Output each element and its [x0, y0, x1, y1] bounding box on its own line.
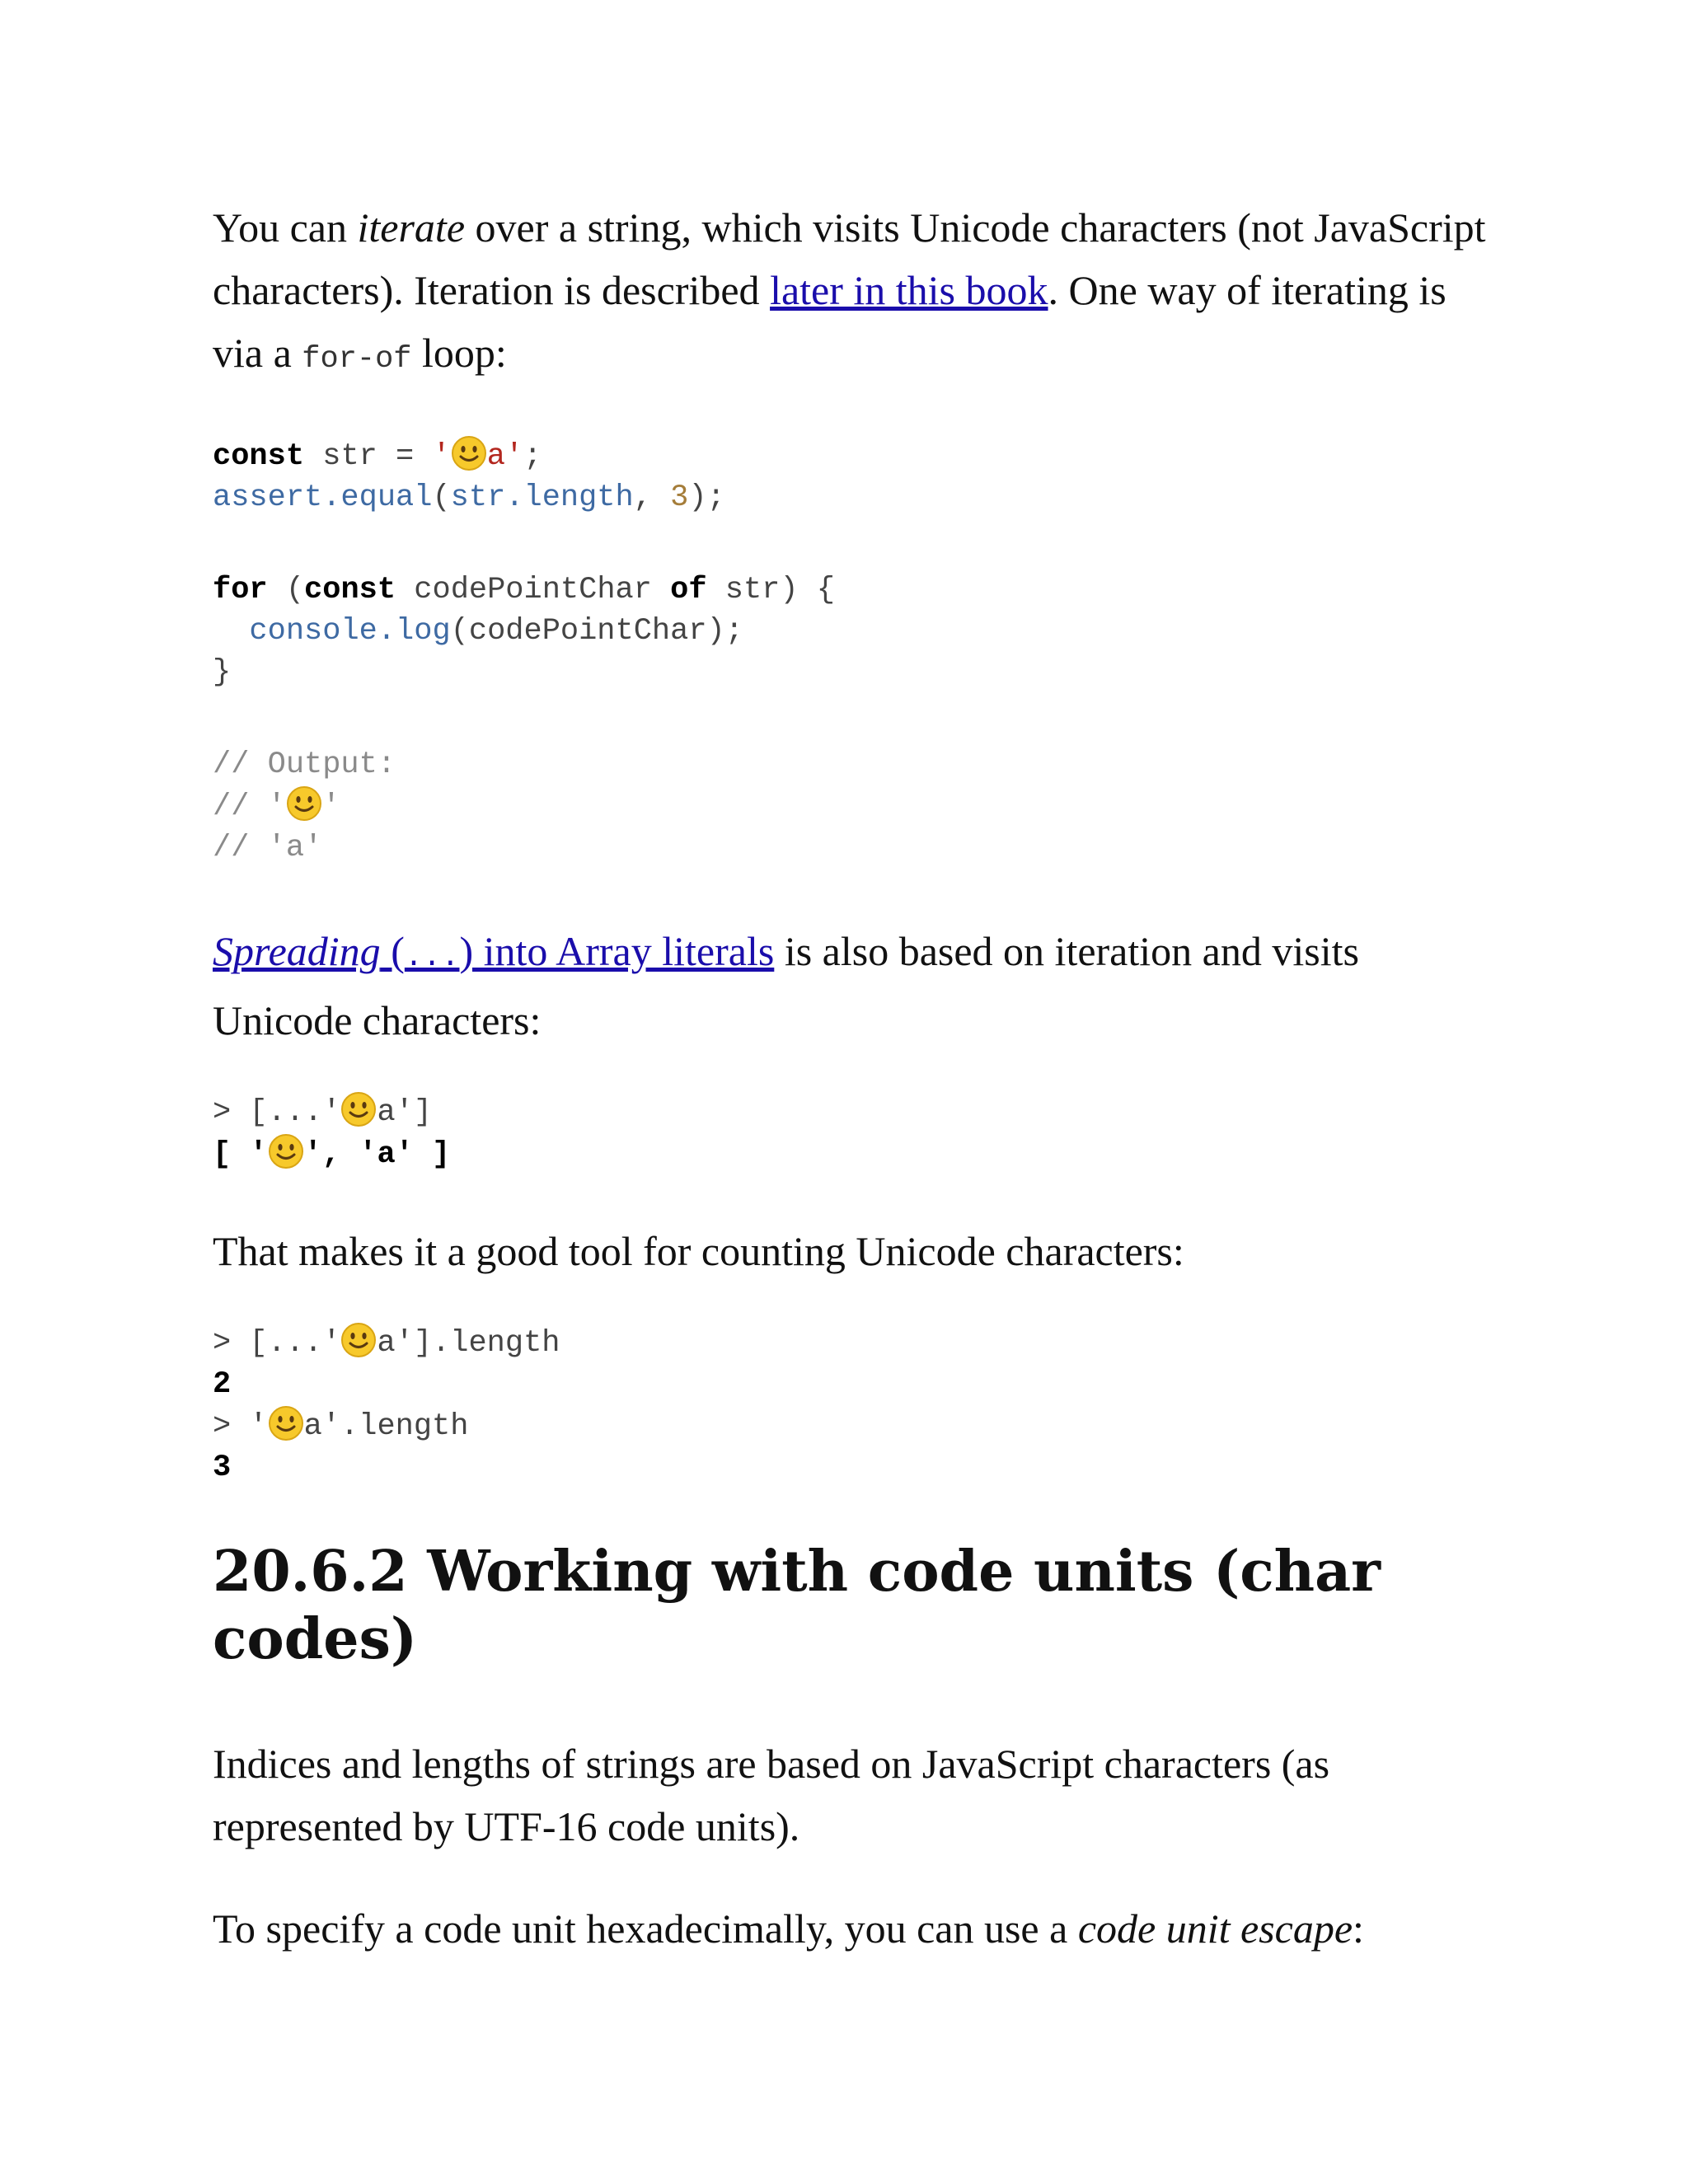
slightly-smiling-face-icon	[340, 1091, 377, 1127]
for-of-inline-code: for-of	[302, 342, 412, 377]
code-block-spread	[213, 1091, 1498, 1175]
code-line: assert.equal(str.length, 3);	[213, 480, 725, 515]
code-output-line: [ ' ', 'a' ]	[213, 1133, 1498, 1175]
counting-paragraph: That makes it a good tool for counting Unicode characters:	[213, 1228, 1184, 1274]
document-page	[213, 196, 1498, 1960]
iterate-term: iterate	[357, 204, 466, 251]
slightly-smiling-face-icon	[340, 1322, 377, 1358]
code-block-iteration	[213, 435, 1498, 869]
spreading-array-literals-link[interactable]: Spreading (...) into Array literals	[213, 928, 775, 975]
slightly-smiling-face-icon	[268, 1405, 304, 1441]
code-line: }	[213, 655, 232, 690]
code-line: > ' a'.length	[213, 1405, 1498, 1447]
code-output-line: 2	[213, 1367, 232, 1402]
section-heading: 20.6.2 Working with code units (char codes)	[213, 1539, 1381, 1672]
code-comment: // ' '	[213, 785, 1498, 827]
code-line: console.log(codePointChar);	[249, 614, 743, 649]
code-unit-escape-paragraph: To specify a code unit hexadecimally, you can use a code unit escape:	[213, 1905, 1364, 1952]
code-line: const str = ' a';	[213, 435, 1498, 477]
code-comment: // Output:	[213, 748, 396, 782]
code-comment: // 'a'	[213, 831, 323, 865]
slightly-smiling-face-icon	[268, 1133, 304, 1169]
code-output-line: 3	[213, 1451, 232, 1485]
code-line: > [...' a'].length	[213, 1322, 1498, 1364]
intro-paragraph: You can iterate over a string, which visits Unicode characters (not JavaScript characters). Iteration is described later in this book. One way of iterating is via a for-of loop:	[213, 204, 1486, 377]
slightly-smiling-face-icon	[451, 435, 487, 471]
code-line: > [...' a']	[213, 1091, 1498, 1133]
later-in-book-link[interactable]: later in this book	[770, 267, 1048, 313]
spreading-paragraph: Spreading (...) into Array literals is also based on iteration and visits Unicode characters:	[213, 928, 1359, 1043]
indices-paragraph: Indices and lengths of strings are based on JavaScript characters (as represented by UTF-16 code units).	[213, 1741, 1330, 1849]
code-unit-escape-term: code unit escape	[1077, 1905, 1353, 1952]
slightly-smiling-face-icon	[286, 785, 322, 822]
code-block-length	[213, 1322, 1498, 1488]
code-line: for (const codePointChar of str) {	[213, 573, 835, 607]
